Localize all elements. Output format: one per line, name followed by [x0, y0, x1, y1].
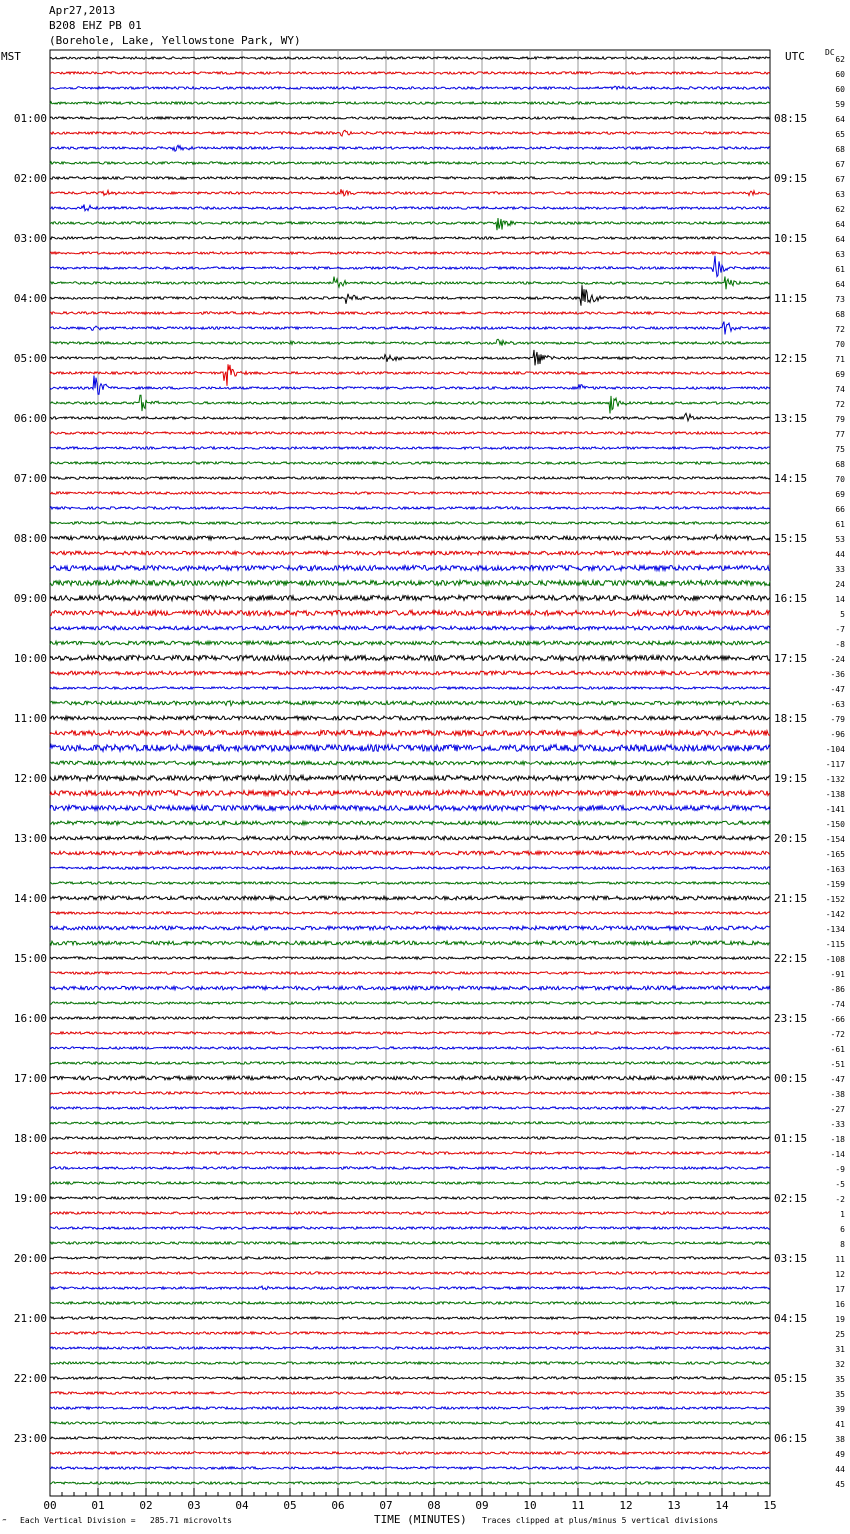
seismic-trace-78	[50, 1227, 770, 1229]
dc-offset-value: -18	[830, 1135, 845, 1144]
hour-label-mst: 15:00	[13, 952, 47, 965]
dc-offset-value: 63	[835, 250, 845, 259]
seismic-trace-21	[50, 364, 770, 386]
dc-offset-value: -154	[825, 835, 845, 844]
seismic-trace-87	[50, 1362, 770, 1364]
dc-offset-value: 61	[835, 520, 845, 529]
seismic-trace-68	[50, 1076, 770, 1080]
hour-label-mst: 03:00	[13, 232, 47, 245]
seismic-trace-75	[50, 1182, 770, 1184]
hour-label-utc: 23:15	[774, 1012, 808, 1025]
time-tick-label: 00	[43, 1499, 57, 1512]
dc-offset-value: 24	[835, 580, 845, 589]
hour-label-utc: 12:15	[774, 352, 808, 365]
dc-offset-value: -165	[825, 850, 845, 859]
hour-label-utc: 10:15	[774, 232, 808, 245]
dc-offset-value: -141	[825, 805, 845, 814]
seismic-trace-14	[50, 256, 770, 277]
time-tick-label: 10	[523, 1499, 537, 1512]
dc-offset-value: -47	[830, 1075, 845, 1084]
dc-column-label: DC	[825, 48, 835, 57]
dc-offset-value: 67	[835, 175, 845, 184]
dc-offset-value: -159	[825, 880, 845, 889]
seismic-trace-41	[50, 671, 770, 675]
seismic-trace-42	[50, 687, 770, 689]
time-tick-label: 07	[379, 1499, 393, 1512]
dc-offset-value: -72	[830, 1030, 845, 1039]
seismic-trace-72	[50, 1137, 770, 1139]
dc-offset-value: 62	[835, 55, 845, 64]
dc-offset-value: 61	[835, 265, 845, 274]
dc-offset-value: 8	[840, 1240, 845, 1249]
time-tick-label: 09	[475, 1499, 489, 1512]
dc-offset-value: -51	[830, 1060, 845, 1069]
hour-label-utc: 20:15	[774, 832, 808, 845]
dc-offset-value: 45	[835, 1480, 845, 1489]
station-code: B208 EHZ PB 01	[49, 19, 142, 32]
seismic-trace-79	[50, 1242, 770, 1244]
dc-offset-value: -134	[825, 925, 845, 934]
seismic-trace-12	[50, 237, 770, 239]
x-axis-label: TIME (MINUTES)	[374, 1513, 467, 1526]
seismic-trace-1	[50, 72, 770, 74]
dc-offset-value: 67	[835, 160, 845, 169]
seismic-trace-82	[50, 1286, 770, 1290]
dc-offset-value: 74	[835, 385, 845, 394]
dc-offset-value: 44	[835, 550, 845, 559]
hour-label-utc: 16:15	[774, 592, 808, 605]
dc-offset-value: 19	[835, 1315, 845, 1324]
dc-offset-value: 25	[835, 1330, 845, 1339]
seismic-trace-64	[50, 1017, 770, 1019]
dc-offset-value: 49	[835, 1450, 845, 1459]
time-tick-label: 03	[187, 1499, 201, 1512]
dc-offset-value: 64	[835, 235, 845, 244]
seismic-trace-32	[50, 535, 770, 540]
dc-offset-value: -142	[825, 910, 845, 919]
seismic-trace-29	[50, 492, 770, 494]
seismic-trace-93	[50, 1452, 770, 1454]
hour-label-utc: 22:15	[774, 952, 808, 965]
hour-label-mst: 07:00	[13, 472, 47, 485]
seismic-trace-45	[50, 730, 770, 735]
time-tick-label: 12	[619, 1499, 633, 1512]
dc-offset-value: 77	[835, 430, 845, 439]
seismic-trace-34	[50, 565, 770, 570]
time-tick-label: 01	[91, 1499, 105, 1512]
hour-label-utc: 18:15	[774, 712, 808, 725]
seismic-trace-51	[50, 821, 770, 825]
dc-offset-value: -104	[825, 745, 845, 754]
seismic-trace-39	[50, 641, 770, 645]
seismic-trace-77	[50, 1212, 770, 1214]
dc-offset-value: 62	[835, 205, 845, 214]
dc-offset-value: -9	[835, 1165, 845, 1174]
dc-offset-value: -138	[825, 790, 845, 799]
time-tick-label: 13	[667, 1499, 681, 1512]
left-timezone-label: MST	[1, 50, 21, 63]
seismic-trace-59	[50, 941, 770, 945]
corner-mark: ‴	[2, 1518, 7, 1527]
seismic-trace-91	[50, 1422, 770, 1424]
dc-offset-value: 39	[835, 1405, 845, 1414]
dc-offset-value: 64	[835, 220, 845, 229]
seismic-trace-35	[50, 580, 770, 585]
dc-offset-value: 65	[835, 130, 845, 139]
seismic-trace-8	[50, 177, 770, 179]
dc-offset-value: 64	[835, 280, 845, 289]
dc-offset-value: -61	[830, 1045, 845, 1054]
hour-label-mst: 20:00	[13, 1252, 47, 1265]
seismic-trace-25	[50, 432, 770, 434]
seismic-trace-69	[50, 1092, 770, 1094]
seismic-trace-44	[50, 716, 770, 720]
hour-label-mst: 02:00	[13, 172, 47, 185]
dc-offset-value: -150	[825, 820, 845, 829]
seismic-trace-20	[50, 350, 770, 366]
seismic-trace-63	[50, 1002, 770, 1004]
seismic-trace-33	[50, 551, 770, 555]
seismic-trace-26	[50, 447, 770, 449]
plot-date: Apr27,2013	[49, 4, 116, 17]
seismic-trace-86	[50, 1347, 770, 1349]
time-tick-label: 05	[283, 1499, 297, 1512]
seismic-trace-48	[50, 775, 770, 780]
seismic-trace-60	[50, 957, 770, 959]
time-tick-label: 04	[235, 1499, 249, 1512]
seismic-trace-85	[50, 1332, 770, 1334]
dc-offset-value: -27	[830, 1105, 845, 1114]
seismic-trace-52	[50, 836, 770, 840]
dc-offset-value: 32	[835, 1360, 845, 1369]
seismic-trace-50	[50, 805, 770, 810]
station-location: (Borehole, Lake, Yellowstone Park, WY)	[49, 34, 301, 47]
hour-label-utc: 02:15	[774, 1192, 808, 1205]
seismic-trace-23	[50, 395, 770, 413]
seismic-trace-24	[50, 413, 770, 421]
dc-offset-value: 73	[835, 295, 845, 304]
dc-offset-value: 69	[835, 490, 845, 499]
dc-offset-value: 68	[835, 460, 845, 469]
hour-label-mst: 11:00	[13, 712, 47, 725]
dc-offset-value: 63	[835, 190, 845, 199]
dc-offset-value: 35	[835, 1375, 845, 1384]
dc-offset-value: 41	[835, 1420, 845, 1429]
dc-offset-value: 64	[835, 115, 845, 124]
hour-label-mst: 16:00	[13, 1012, 47, 1025]
hour-label-utc: 01:15	[774, 1132, 808, 1145]
hour-label-utc: 15:15	[774, 532, 808, 545]
dc-offset-value: -63	[830, 700, 845, 709]
dc-offset-value: 1	[840, 1210, 845, 1219]
hour-label-mst: 18:00	[13, 1132, 47, 1145]
dc-offset-value: 17	[835, 1285, 845, 1294]
dc-offset-value: -14	[830, 1150, 845, 1159]
seismic-trace-47	[50, 761, 770, 765]
hour-label-mst: 06:00	[13, 412, 47, 425]
dc-offset-value: -8	[835, 640, 845, 649]
dc-offset-value: 70	[835, 340, 845, 349]
time-tick-label: 02	[139, 1499, 153, 1512]
seismic-trace-2	[50, 86, 770, 89]
time-tick-label: 11	[571, 1499, 585, 1512]
dc-offset-value: -91	[830, 970, 845, 979]
hour-label-utc: 04:15	[774, 1312, 808, 1325]
seismic-trace-28	[50, 477, 770, 479]
dc-offset-value: 79	[835, 415, 845, 424]
dc-offset-value: -117	[825, 760, 845, 769]
time-tick-label: 15	[763, 1499, 777, 1512]
seismic-trace-56	[50, 896, 770, 900]
seismic-trace-37	[50, 610, 770, 615]
seismic-trace-94	[50, 1467, 770, 1469]
right-timezone-label: UTC	[785, 50, 805, 63]
seismic-trace-57	[50, 912, 770, 914]
seismic-trace-84	[50, 1317, 770, 1319]
seismic-trace-62	[50, 986, 770, 990]
hour-label-mst: 09:00	[13, 592, 47, 605]
dc-offset-value: -79	[830, 715, 845, 724]
dc-offset-value: 68	[835, 145, 845, 154]
dc-offset-value: 12	[835, 1270, 845, 1279]
seismic-trace-36	[50, 595, 770, 600]
dc-offset-value: -108	[825, 955, 845, 964]
dc-offset-value: 38	[835, 1435, 845, 1444]
seismic-trace-76	[50, 1197, 770, 1199]
dc-offset-value: 11	[835, 1255, 845, 1264]
seismic-trace-73	[50, 1152, 770, 1154]
seismic-trace-61	[50, 972, 770, 974]
seismic-trace-22	[50, 376, 770, 395]
seismic-trace-17	[50, 312, 770, 314]
hour-label-utc: 14:15	[774, 472, 808, 485]
seismic-trace-16	[50, 285, 770, 306]
dc-offset-value: -2	[835, 1195, 845, 1204]
seismic-trace-4	[50, 117, 770, 119]
dc-offset-value: 14	[835, 595, 845, 604]
seismic-trace-40	[50, 655, 770, 660]
seismic-trace-81	[50, 1272, 770, 1274]
time-tick-label: 06	[331, 1499, 345, 1512]
dc-offset-value: 70	[835, 475, 845, 484]
seismic-trace-80	[50, 1257, 770, 1259]
dc-offset-value: 69	[835, 370, 845, 379]
seismic-trace-90	[50, 1407, 770, 1409]
hour-label-mst: 13:00	[13, 832, 47, 845]
hour-label-utc: 06:15	[774, 1432, 808, 1445]
time-tick-label: 08	[427, 1499, 441, 1512]
hour-label-mst: 12:00	[13, 772, 47, 785]
hour-label-mst: 05:00	[13, 352, 47, 365]
seismic-trace-18	[50, 322, 770, 335]
dc-offset-value: -24	[830, 655, 845, 664]
dc-offset-value: 72	[835, 325, 845, 334]
scale-prefix: Each Vertical Division =	[20, 1516, 141, 1525]
hour-label-utc: 00:15	[774, 1072, 808, 1085]
dc-offset-value: 5	[840, 610, 845, 619]
seismic-trace-10	[50, 205, 770, 211]
seismic-trace-46	[50, 745, 770, 752]
seismic-trace-70	[50, 1107, 770, 1109]
seismic-trace-88	[50, 1377, 770, 1379]
hour-label-utc: 05:15	[774, 1372, 808, 1385]
seismic-trace-54	[50, 867, 770, 869]
dc-offset-value: -132	[825, 775, 845, 784]
dc-offset-value: 31	[835, 1345, 845, 1354]
dc-offset-value: 59	[835, 100, 845, 109]
dc-offset-value: -36	[830, 670, 845, 679]
dc-offset-value: 16	[835, 1300, 845, 1309]
seismic-trace-83	[50, 1302, 770, 1304]
clip-note: Traces clipped at plus/minus 5 vertical divisions	[482, 1516, 719, 1525]
seismic-trace-19	[50, 339, 770, 345]
hour-label-utc: 13:15	[774, 412, 808, 425]
time-tick-label: 14	[715, 1499, 729, 1512]
scale-value: 285.71 microvolts	[150, 1516, 232, 1525]
seismic-trace-43	[50, 701, 770, 706]
seismic-trace-89	[50, 1392, 770, 1394]
dc-offset-value: -74	[830, 1000, 845, 1009]
seismic-trace-31	[50, 522, 770, 524]
hour-label-mst: 01:00	[13, 112, 47, 125]
seismic-trace-92	[50, 1437, 770, 1439]
dc-offset-value: -163	[825, 865, 845, 874]
hour-label-mst: 22:00	[13, 1372, 47, 1385]
dc-offset-value: 68	[835, 310, 845, 319]
dc-offset-value: 71	[835, 355, 845, 364]
dc-offset-value: 35	[835, 1390, 845, 1399]
dc-offset-value: 75	[835, 445, 845, 454]
seismic-trace-71	[50, 1122, 770, 1124]
seismic-trace-65	[50, 1032, 770, 1034]
dc-offset-value: 53	[835, 535, 845, 544]
hour-label-utc: 11:15	[774, 292, 808, 305]
seismic-trace-49	[50, 790, 770, 795]
dc-offset-value: -66	[830, 1015, 845, 1024]
hour-label-mst: 14:00	[13, 892, 47, 905]
dc-offset-value: 6	[840, 1225, 845, 1234]
dc-offset-value: -7	[835, 625, 845, 634]
dc-offset-value: 60	[835, 85, 845, 94]
seismic-trace-58	[50, 926, 770, 930]
dc-offset-value: -47	[830, 685, 845, 694]
seismic-trace-13	[50, 252, 770, 254]
seismic-trace-67	[50, 1062, 770, 1064]
hour-label-mst: 08:00	[13, 532, 47, 545]
hour-label-utc: 09:15	[774, 172, 808, 185]
seismic-trace-53	[50, 851, 770, 855]
hour-label-utc: 08:15	[774, 112, 808, 125]
seismic-trace-5	[50, 130, 770, 136]
dc-offset-value: 33	[835, 565, 845, 574]
hour-label-utc: 03:15	[774, 1252, 808, 1265]
seismic-trace-15	[50, 277, 770, 290]
seismic-trace-66	[50, 1047, 770, 1049]
seismic-trace-38	[50, 626, 770, 630]
dc-offset-value: 66	[835, 505, 845, 514]
dc-offset-value: -96	[830, 730, 845, 739]
dc-offset-value: -115	[825, 940, 845, 949]
hour-label-utc: 21:15	[774, 892, 808, 905]
dc-offset-value: 44	[835, 1465, 845, 1474]
seismic-trace-27	[50, 462, 770, 464]
seismic-trace-7	[50, 162, 770, 164]
dc-offset-value: -152	[825, 895, 845, 904]
seismic-trace-95	[50, 1482, 770, 1484]
seismic-trace-30	[50, 507, 770, 509]
seismic-trace-9	[50, 189, 770, 196]
dc-offset-value: 72	[835, 400, 845, 409]
hour-label-mst: 04:00	[13, 292, 47, 305]
hour-label-mst: 17:00	[13, 1072, 47, 1085]
seismic-trace-0	[50, 57, 770, 59]
dc-offset-value: 60	[835, 70, 845, 79]
hour-label-utc: 19:15	[774, 772, 808, 785]
hour-label-mst: 10:00	[13, 652, 47, 665]
hour-label-utc: 17:15	[774, 652, 808, 665]
dc-offset-value: -5	[835, 1180, 845, 1189]
hour-label-mst: 21:00	[13, 1312, 47, 1325]
seismic-trace-74	[50, 1167, 770, 1169]
hour-label-mst: 23:00	[13, 1432, 47, 1445]
dc-offset-value: -33	[830, 1120, 845, 1129]
seismic-trace-55	[50, 882, 770, 884]
dc-offset-value: -38	[830, 1090, 845, 1099]
hour-label-mst: 19:00	[13, 1192, 47, 1205]
seismic-trace-6	[50, 145, 770, 151]
seismic-trace-3	[50, 102, 770, 104]
dc-offset-value: -86	[830, 985, 845, 994]
seismic-trace-11	[50, 218, 770, 230]
